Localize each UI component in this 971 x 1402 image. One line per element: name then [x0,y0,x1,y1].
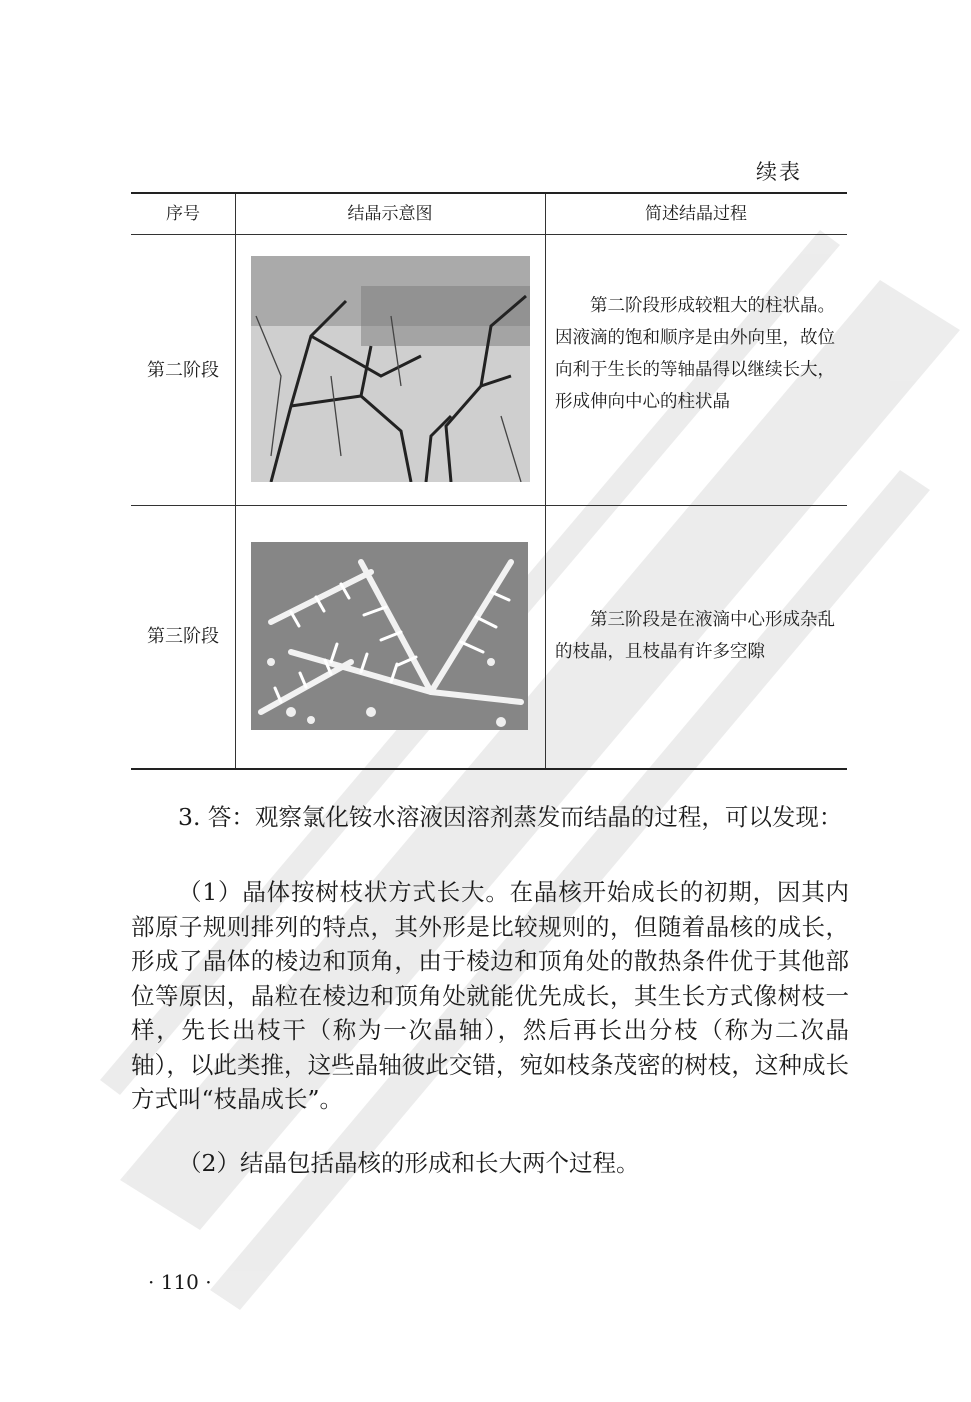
header-index: 序号 [166,204,200,224]
header-description: 简述结晶过程 [645,204,747,224]
answer-point-1-paragraph: （1）晶体按树枝状方式长大。在晶核开始成长的初期，因其内部原子规则排列的特点，其外形是比较规则的，但随着晶核的成长，形成了晶体的棱边和顶角，由于棱边和顶角处的散热条件优于其他部位等原因，晶粒在棱边和顶角处就能优先成长，其生长方式像树枝一样，先长出枝干（称为一次晶轴），然后再长出分枝（称为二次晶轴），以此类推，这些晶轴彼此交错，宛如枝条茂密的树枝，这种成长方式叫“枝晶成长”。 [131,878,849,1113]
header-diagram: 结晶示意图 [347,204,433,224]
answer-intro-paragraph: 3. 答：观察氯化铵水溶液因溶剂蒸发而结晶的过程，可以发现： [178,803,843,831]
continued-table-label: 续表 [756,160,802,184]
row-stage-2-description: 第二阶段形成较粗大的柱状晶。因液滴的饱和顺序是由外向里，故位向利于生长的等轴晶得以继续长大，形成伸向中心的柱状晶 [555,296,835,412]
row-stage-2-label: 第二阶段 [147,360,219,381]
page-number: · 110 · [148,1270,212,1294]
dendrite-crystal-photo [251,542,528,730]
crystallization-table [131,192,847,770]
answer-point-2-paragraph: （2）结晶包括晶核的形成和长大两个过程。 [178,1149,640,1177]
row-stage-3-label: 第三阶段 [147,626,219,647]
row-stage-3-description: 第三阶段是在液滴中心形成杂乱的枝晶，且枝晶有许多空隙 [555,610,835,662]
columnar-crystal-photo [251,256,530,482]
